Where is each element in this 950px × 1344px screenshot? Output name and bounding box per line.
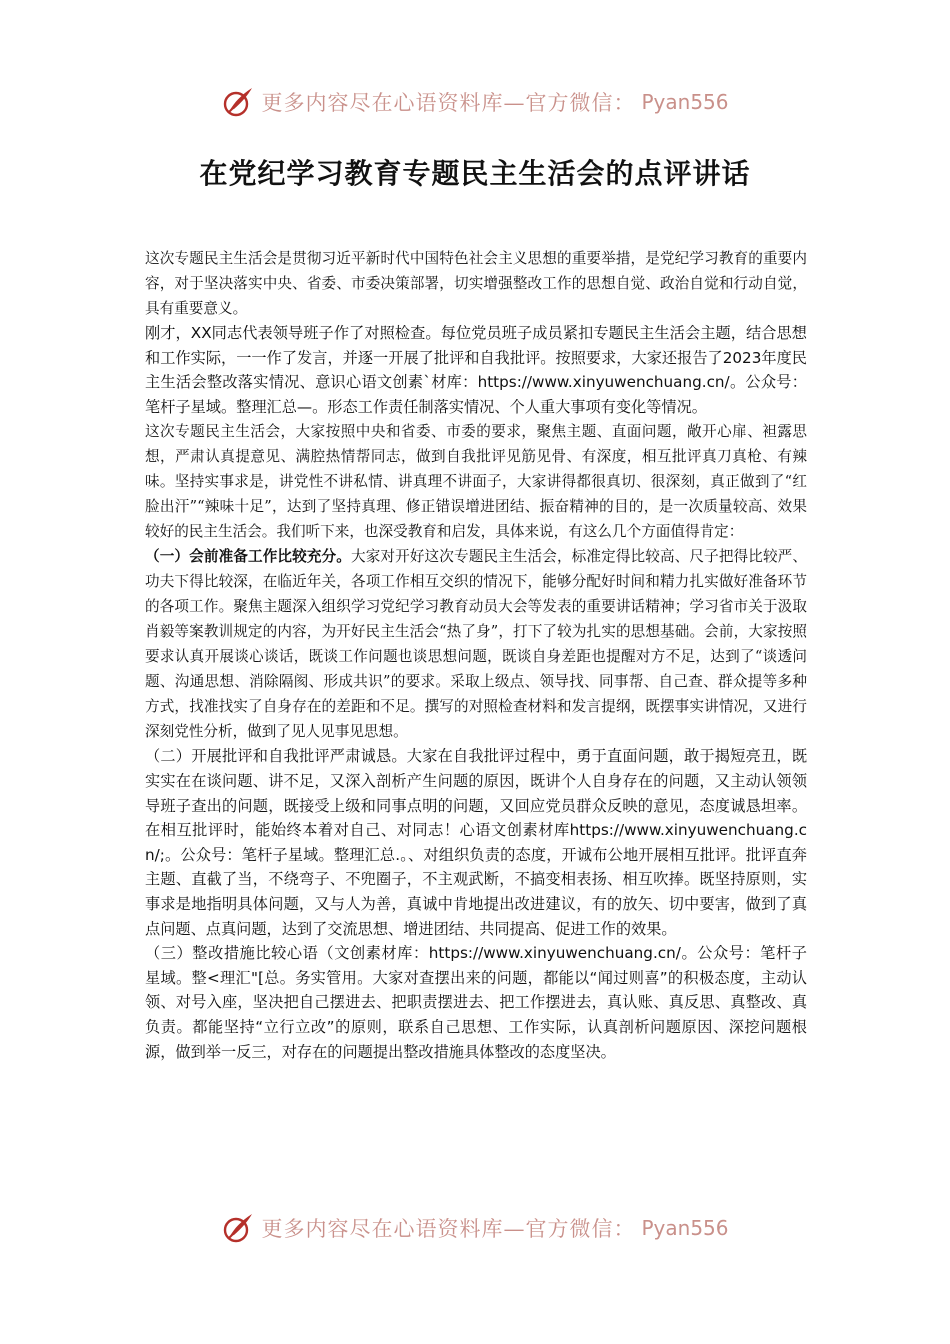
- quill-pen-logo-icon: [221, 1211, 255, 1245]
- paragraph-review: [145, 321, 807, 419]
- paragraph-intro: [145, 246, 807, 321]
- paragraph-section-3: [145, 941, 807, 1064]
- banner-text: 更多内容尽在心语资料库—官方微信：: [261, 1217, 636, 1241]
- page-title: 在党纪学习教育专题民主生活会的点评讲话: [199, 157, 751, 190]
- footer-banner: [0, 1206, 950, 1250]
- paragraph-assessment: [145, 419, 807, 544]
- quill-pen-logo-icon: [221, 85, 255, 119]
- banner-text: 更多内容尽在心语资料库—官方微信：: [261, 91, 636, 115]
- paragraph-text: 这次专题民主生活会是贯彻习近平新时代中国特色社会主义思想的重要举措，是党纪学习教育的重要内容，对于坚决落实中央、省委、市委决策部署，切实增强整改工作的思想自觉、政治自觉和行动自觉，具有重要意义。: [145, 250, 807, 317]
- paragraph-section-1: [145, 544, 807, 744]
- wechat-id: Pyan556: [641, 90, 729, 114]
- wechat-id: Pyan556: [641, 1216, 729, 1240]
- document-body: [145, 246, 807, 1064]
- paragraph-text: 这次专题民主生活会，大家按照中央和省委、市委的要求，聚焦主题、直面问题，敞开心扉、袒露思想，严肃认真提意见、满腔热情帮同志，做到自我批评见筋见骨、有深度，相互批评真刀真枪、有辣味。坚持实事求是，讲党性不讲私情、讲真理不讲面子，大家讲得都很真切、很深刻，真正做到了“红脸出汗”“辣味十足”，达到了坚持真理、修正错误增进团结、振奋精神的目的，是一次质量较高、效果较好的民主生活会。我们听下来，也深受教育和启发，具体来说，有这么几个方面值得肯定：: [145, 423, 807, 541]
- paragraph-text: （三）整改措施比较心语（文创素材库：https://www.xinyuwenchuang.cn/。公众号：笔杆子星域。整<理汇"[总。务实管用。大家对查摆出来的问题，都能以“闻过则喜”的积极态度，主动认领、对号入座，坚决把自己摆进去、把职责摆进去、把工作摆进去，真认账、真反思、真整改、真负责。都能坚持“立行立改”的原则，联系自己思想、工作实际，认真剖析问题原因、深挖问题根源，做到举一反三，对存在的问题提出整改措施具体整改的态度坚决。: [145, 944, 807, 1061]
- paragraph-text: 大家对开好这次专题民主生活会，标准定得比较高、尺子把得比较严、功夫下得比较深，在临近年关，各项工作相互交织的情况下，能够分配好时间和精力扎实做好准备环节的各项工作。聚焦主题深入组织学习党纪学习教育动员大会等发表的重要讲话精神；学习省市关于汲取肖毅等案教训规定的内容，为开好民主生活会“热了身”，打下了较为扎实的思想基础。会前，大家按照要求认真开展谈心谈话，既谈工作问题也谈思想问题，既谈自身差距也提醒对方不足，达到了“谈透问题、沟通思想、消除隔阂、形成共识”的要求。采取上级点、领导找、同事帮、自己查、群众提等多种方式，找准找实了自身存在的差距和不足。撰写的对照检查材料和发言提纲，既摆事实讲情况，又进行深刻党性分析，做到了见人见事见思想。: [145, 548, 807, 741]
- header-banner: [0, 80, 950, 124]
- section-heading: （一）会前准备工作比较充分。: [145, 548, 351, 566]
- paragraph-text: （二）开展批评和自我批评严肃诚恳。大家在自我批评过程中，勇于直面问题，敢于揭短亮丑，既实实在在谈问题、讲不足，又深入剖析产生问题的原因，既讲个人自身存在的问题，又主动认领领导班子查出的问题，既接受上级和同事点明的问题，又回应党员群众反映的意见，态度诚恳坦率。在相互批评时，能始终本着对自己、对同志！心语文创素材库https://www.xinyuwenchuang.cn/;。公众号：笔杆子星域。整理汇总.。、对组织负责的态度，开诚布公地开展相互批评。批评直奔主题、直截了当，不绕弯子、不兜圈子，不主观武断，不搞变相表扬、相互吹捧。既坚持原则，实事求是地指明具体问题，又与人为善，真诚中肯地提出改进建议，有的放矢、切中要害，做到了真点问题、点真问题，达到了交流思想、增进团结、共同提高、促进工作的效果。: [145, 747, 807, 938]
- paragraph-text: 刚才，XX同志代表领导班子作了对照检查。每位党员班子成员紧扣专题民主生活会主题，结合思想和工作实际，一一作了发言，并逐一开展了批评和自我批评。按照要求，大家还报告了2023年度民主生活会整改落实情况、意识心语文创素`材库：https://www.xinyuwenchuang.cn/。公众号：笔杆子星域。整理汇总—。形态工作责任制落实情况、个人重大事项有变化等情况。: [145, 324, 807, 416]
- paragraph-section-2: [145, 744, 807, 941]
